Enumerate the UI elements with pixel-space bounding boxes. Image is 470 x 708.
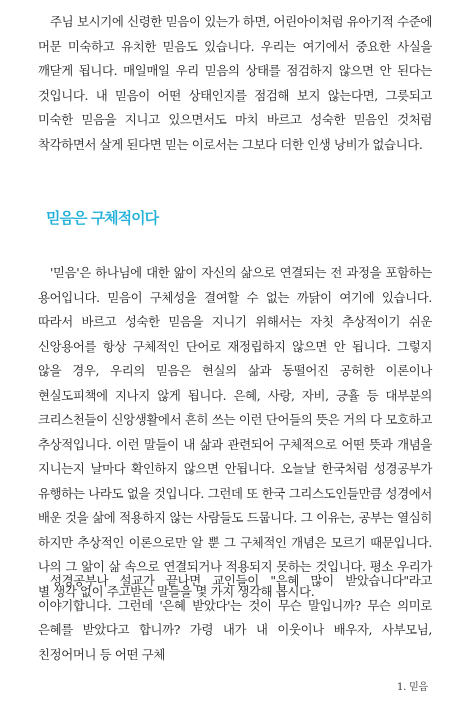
section-heading: 믿음은 구체적이다 — [46, 209, 159, 227]
body-paragraph-1: 주님 보시기에 신령한 믿음이 있는가 하면, 어린아이처럼 유아기적 수준에 머문 미숙하고 유치한 믿음도 있습니다. 우리는 여기에서 중요한 사실을 깨닫게 됩니다. 매일매일 우리 믿음의 상태를 점검하지 않으면 안 된다는 것입니다. 내 믿음이 어떤 상태인지를 점검해 보지 않는다면, 그릇되고 미숙한 믿음을 지니고 있으면서도 마치 바르고 성숙한 믿음인 것처럼 착각하면서 살게 된다면 믿는 이로서는 그보다 더한 인생 낭비가 없습니다. — [38, 14, 432, 152]
body-paragraph-2: '믿음'은 하나님에 대한 앎이 자신의 삶으로 연결되는 전 과정을 포함하는 용어입니다. 믿음이 구체성을 결여할 수 없는 까닭이 여기에 있습니다. 따라서 바르고 성숙한 믿음을 지니기 위해서는 자칫 추상적이기 쉬운 신앙용어를 항상 구체적인 단어로 재정립하지 않으면 안 됩니다. 그렇지 않을 경우, 우리의 믿음은 현실의 삶과 동떨어진 공허한 이론이나 현실도피책에 지나지 않게 됩니다. 은혜, 사랑, 자비, 긍휼 등 대부분의 크리스천들이 신앙생활에서 흔히 쓰는 이런 단어들의 뜻은 거의 다 모호하고 추상적입니다. 이런 말들이 내 삶과 관련되어 구체적으로 어떤 뜻과 개념을 지니는지 날마다 확인하지 않으면 안됩니다. 오늘날 한국처럼 성경공부가 유행하는 나라도 없을 것입니다. 그런데 또 한국 그리스도인들만큼 성경에서 배운 것을 삶에 적용하지 않는 사람들도 드뭅니다. 그 이유는, 공부는 열심히 하지만 추상적인 이론으로만 알 뿐 그 구체적인 개념은 모르기 때문입니다. 나의 그 앎이 삶 속으로 연결되거나 적용되지 못하는 것입니다. 평소 우리가 별 생각 없이 주고받는 말들을 몇 가지 생각해 봅시다. — [38, 265, 432, 599]
page-footer-running-title: 1. 믿음 — [396, 682, 428, 693]
body-paragraph-3: 성경공부나 설교가 끝나면 교인들이 "은혜 많이 받았습니다"라고 이야기합니다. 그런데 '은혜 받았다'는 것이 무슨 말입니까? 무슨 의미로 은혜를 받았다고 합니까? 가령 내가 내 이웃이나 배우자, 사부모님, 친정어머니 등 어떤 구체 — [38, 573, 432, 662]
